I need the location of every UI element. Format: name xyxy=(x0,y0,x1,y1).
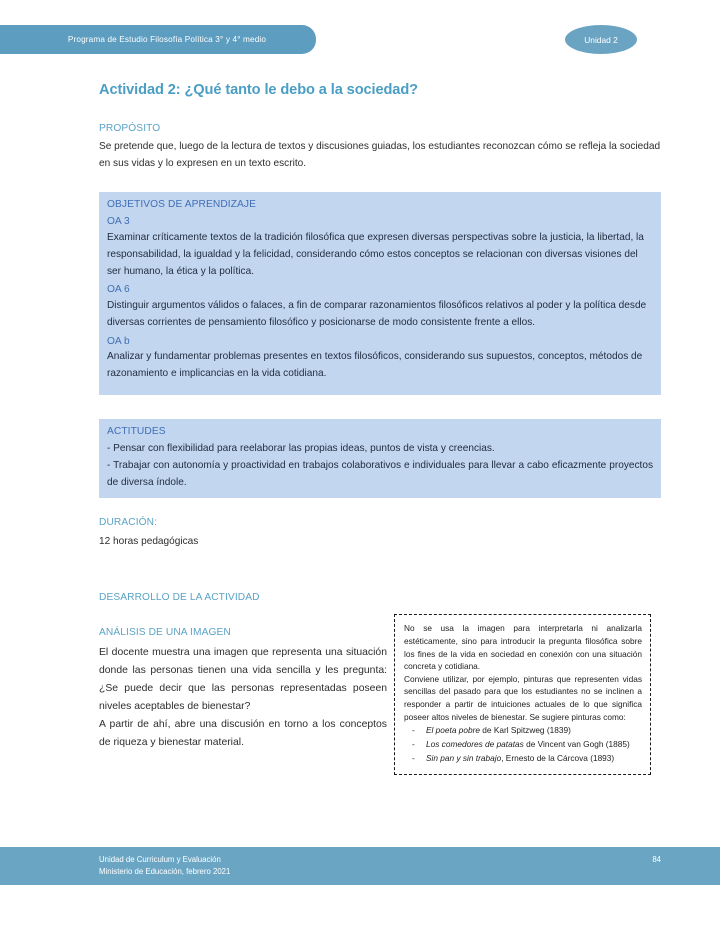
actitud-line: - Pensar con flexibilidad para reelaborar las propias ideas, puntos de vista y creencias. xyxy=(107,443,495,455)
page-footer xyxy=(0,847,720,885)
footer-institution xyxy=(99,854,230,878)
objetivo-item xyxy=(107,334,653,383)
objetivo-text: Distinguir argumentos válidos o falaces, a fin de comparar razonamientos filosóficos relativos al poder y la política desde diversas corrientes de pensamiento filosófico y posicionarse de modo consistente frente a ellos. xyxy=(107,300,647,328)
program-banner-label: Programa de Estudio Filosofía Política 3° y 4° medio xyxy=(67,35,267,44)
actitudes-section xyxy=(99,419,661,499)
note-paragraph: No se usa la imagen para interpretarla ni analizarla estéticamente, sino para introducir la pregunta filosófica sobre los fines de la vida en sociedad en conexión con una situación concreta y cotidiana. xyxy=(404,623,642,672)
desarrollo-body xyxy=(99,623,661,763)
note-paragraph: Conviene utilizar, por ejemplo, pinturas que representen vidas sencillas del pasado para que los estudiantes no se inclinen a responder a partir de intuiciones actuales de lo que significa poseer altos niveles de bienestar. Se sugiere pinturas como: xyxy=(404,673,642,722)
painting-attribution: de Karl Spitzweg (1839) xyxy=(479,725,571,736)
objetivo-code: OA 3 xyxy=(107,216,130,228)
duracion-section xyxy=(99,516,661,550)
desarrollo-paragraph: A partir de ahí, abre una discusión en torno a los conceptos de riqueza y bienestar material. xyxy=(99,718,387,748)
list-bullet: - xyxy=(412,752,415,763)
footer-line-2: Ministerio de Educación, febrero 2021 xyxy=(99,867,231,877)
actitud-line: - Trabajar con autonomía y proactividad en trabajos colaborativos e individuales para llevar a cabo eficazmente proyectos de diversa índole. xyxy=(107,459,653,488)
desarrollo-paragraph: El docente muestra una imagen que representa una situación donde las personas tienen una vida sencilla y les pregunta: ¿Se puede decir que las personas representadas poseen niveles aceptables de bienestar? xyxy=(99,647,387,712)
painting-title: Sin pan y sin trabajo xyxy=(426,752,502,763)
page-number: 84 xyxy=(652,855,661,864)
list-bullet: - xyxy=(412,725,415,736)
proposito-text: Se pretende que, luego de la lectura de textos y discusiones guiadas, los estudiantes reconozcan cómo se refleja la sociedad en sus vidas y lo expresen en un texto escrito. xyxy=(99,141,661,169)
painting-title: El poeta pobre xyxy=(426,725,480,736)
objetivo-text: Analizar y fundamentar problemas presentes en textos filosóficos, considerando sus supuestos, conceptos, métodos de razonamiento e implicancias en la vida cotidiana. xyxy=(107,351,643,380)
proposito-section xyxy=(99,122,661,172)
list-bullet: - xyxy=(412,739,415,750)
duracion-label: DURACIÓN: xyxy=(99,517,158,529)
unit-badge xyxy=(565,25,637,54)
proposito-label: PROPÓSITO xyxy=(99,122,161,134)
desarrollo-section xyxy=(99,591,661,605)
list-item xyxy=(404,752,642,765)
desarrollo-label: DESARROLLO DE LA ACTIVIDAD xyxy=(99,591,260,603)
desarrollo-left-column xyxy=(99,626,387,751)
program-banner xyxy=(0,25,316,54)
objetivo-text: Examinar críticamente textos de la tradición filosófica que expresen diversas perspectivas sobre la justicia, la libertad, la responsabilidad, la igualdad y la felicidad, considerando cómo estos conceptos se relacionan con diversas visiones del ser humano, la ética y la política. xyxy=(107,232,644,277)
objetivo-code: OA b xyxy=(107,335,130,347)
unit-badge-label: Unidad 2 xyxy=(584,34,618,45)
teacher-note-box xyxy=(394,614,651,774)
duracion-text: 12 horas pedagógicas xyxy=(99,536,199,548)
painting-title: Los comedores de patatas xyxy=(426,739,524,750)
objetivo-item xyxy=(107,282,653,331)
objetivos-section xyxy=(99,192,661,395)
objetivo-code: OA 6 xyxy=(107,284,130,296)
analisis-imagen-label: ANÁLISIS DE UNA IMAGEN xyxy=(99,627,231,639)
footer-line-1: Unidad de Curriculum y Evaluación xyxy=(99,855,221,864)
painting-attribution: de Vincent van Gogh (1885) xyxy=(523,739,630,750)
list-item xyxy=(404,724,642,737)
page-header xyxy=(0,25,720,55)
page-title: Actividad 2: ¿Qué tanto le debo a la sociedad? xyxy=(99,82,418,98)
actitudes-label: ACTITUDES xyxy=(107,425,166,437)
objetivos-label: OBJETIVOS DE APRENDIZAJE xyxy=(107,198,257,210)
page-content xyxy=(99,82,661,763)
suggested-paintings-list xyxy=(404,724,642,765)
objetivo-item xyxy=(107,214,653,280)
painting-attribution: , Ernesto de la Cárcova (1893) xyxy=(501,752,615,763)
list-item xyxy=(404,738,642,751)
